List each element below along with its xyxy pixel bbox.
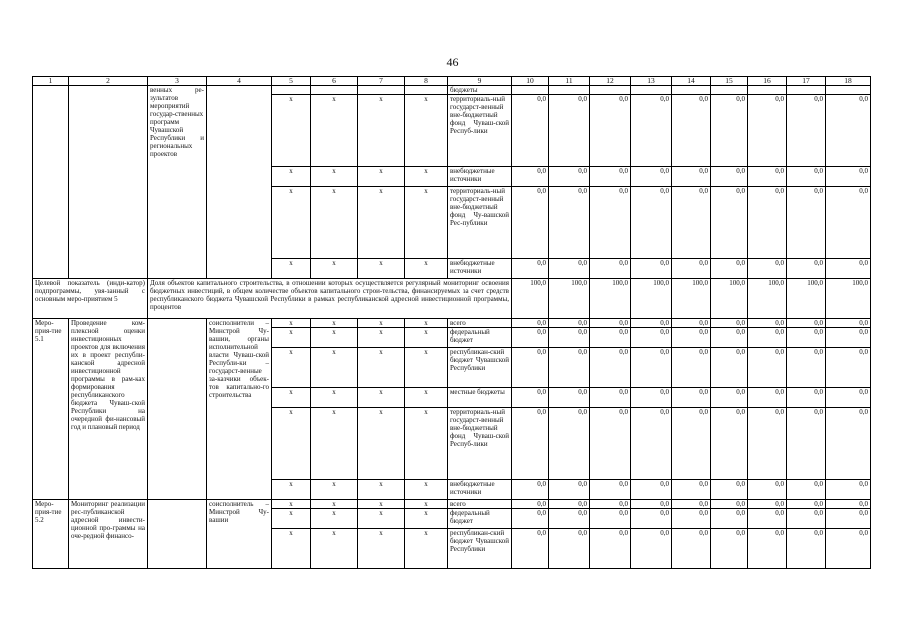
value-cell: 100,0 [631, 279, 672, 319]
value-cell: 100,0 [549, 279, 590, 319]
value-cell: 0,0 [711, 388, 748, 408]
column-header: 11 [549, 77, 590, 86]
x-mark: x [311, 480, 358, 500]
value-cell: 0,0 [711, 408, 748, 480]
x-mark: x [358, 529, 405, 569]
value-cell: 0,0 [826, 388, 871, 408]
value-cell: 0,0 [672, 388, 711, 408]
x-mark: x [311, 319, 358, 328]
value-cell: 0,0 [826, 529, 871, 569]
table-row [33, 319, 871, 328]
page-number: 46 [446, 55, 459, 69]
value-cell: 0,0 [590, 500, 631, 509]
x-mark: x [358, 509, 405, 529]
blank-cell [549, 86, 590, 95]
value-cell: 0,0 [748, 319, 787, 328]
value-cell: 0,0 [826, 408, 871, 480]
value-cell: 0,0 [512, 167, 549, 187]
x-mark: x [272, 328, 311, 348]
value-cell: 0,0 [672, 259, 711, 279]
x-mark: x [311, 348, 358, 388]
event-executors: соисполнители – Минстрой Чу-вашии, органы исполнительной власти Чуваш-ской Республи-ки – государст-венные за-казчики объек-тов капитально-го строительства [207, 319, 272, 500]
value-cell: 0,0 [549, 408, 590, 480]
value-cell: 0,0 [590, 529, 631, 569]
value-cell: 0,0 [590, 348, 631, 388]
value-cell: 0,0 [787, 408, 826, 480]
x-mark: x [311, 529, 358, 569]
value-cell: 0,0 [512, 529, 549, 569]
x-mark: x [405, 480, 448, 500]
funding-source: внебюджетные источники [448, 480, 512, 500]
value-cell: 0,0 [590, 95, 631, 167]
value-cell: 0,0 [631, 408, 672, 480]
measure-description: венных ре-зультатов мероприятий государ-ственных программ Чувашской Республики и региональных проектов [148, 86, 207, 279]
value-cell: 0,0 [549, 167, 590, 187]
value-cell: 0,0 [512, 328, 549, 348]
blank-cell [590, 86, 631, 95]
value-cell: 0,0 [787, 500, 826, 509]
value-cell: 0,0 [711, 509, 748, 529]
value-cell: 0,0 [672, 187, 711, 259]
funding-source: республикан-ский бюджет Чувашской Республики [448, 529, 512, 569]
value-cell: 0,0 [787, 388, 826, 408]
value-cell: 0,0 [549, 480, 590, 500]
value-cell: 0,0 [787, 95, 826, 167]
value-cell: 100,0 [590, 279, 631, 319]
value-cell: 0,0 [711, 529, 748, 569]
blank-cell [826, 86, 871, 95]
value-cell: 0,0 [787, 319, 826, 328]
x-mark: x [272, 259, 311, 279]
value-cell: 0,0 [672, 529, 711, 569]
blank-cell [33, 86, 69, 279]
x-mark: x [272, 187, 311, 259]
x-mark: x [405, 529, 448, 569]
value-cell: 0,0 [711, 167, 748, 187]
x-mark: x [272, 319, 311, 328]
blank-cell [148, 500, 207, 569]
value-cell: 0,0 [512, 319, 549, 328]
value-cell: 0,0 [787, 348, 826, 388]
x-mark: x [405, 95, 448, 167]
x-mark: x [358, 388, 405, 408]
value-cell: 0,0 [748, 328, 787, 348]
x-mark: x [405, 500, 448, 509]
value-cell: 0,0 [787, 509, 826, 529]
blank-cell [512, 86, 549, 95]
x-mark: x [358, 480, 405, 500]
value-cell: 0,0 [787, 328, 826, 348]
value-cell: 0,0 [512, 187, 549, 259]
funding-source: территориаль-ный государст-венный вне-бюджетный фонд Чуваш-ской Респуб-лики [448, 95, 512, 167]
value-cell: 0,0 [672, 480, 711, 500]
blank-cell [631, 86, 672, 95]
column-header: 9 [448, 77, 512, 86]
x-mark: x [311, 167, 358, 187]
value-cell: 0,0 [512, 388, 549, 408]
funding-source: бюджеты [448, 86, 512, 95]
x-mark: x [405, 167, 448, 187]
x-mark: x [405, 328, 448, 348]
value-cell: 0,0 [549, 328, 590, 348]
value-cell: 0,0 [631, 95, 672, 167]
value-cell: 0,0 [590, 509, 631, 529]
value-cell: 0,0 [672, 167, 711, 187]
value-cell: 0,0 [512, 509, 549, 529]
value-cell: 0,0 [711, 348, 748, 388]
x-mark: x [311, 408, 358, 480]
column-header: 14 [672, 77, 711, 86]
table-row [33, 500, 871, 509]
value-cell: 0,0 [590, 388, 631, 408]
event-executors: соисполнитель – Минстрой Чу-вашии [207, 500, 272, 569]
funding-source: федеральный бюджет [448, 328, 512, 348]
value-cell: 0,0 [826, 319, 871, 328]
value-cell: 0,0 [512, 408, 549, 480]
column-header: 17 [787, 77, 826, 86]
x-mark: x [405, 348, 448, 388]
value-cell: 0,0 [631, 259, 672, 279]
x-mark: x [272, 388, 311, 408]
value-cell: 0,0 [512, 480, 549, 500]
table-row [33, 279, 871, 319]
value-cell: 0,0 [590, 187, 631, 259]
value-cell: 0,0 [549, 509, 590, 529]
value-cell: 0,0 [631, 480, 672, 500]
x-mark: x [272, 500, 311, 509]
x-mark: x [272, 348, 311, 388]
blank-cell [711, 86, 748, 95]
blank-cell [272, 86, 311, 95]
blank-cell [405, 86, 448, 95]
value-cell: 0,0 [590, 328, 631, 348]
x-mark: x [405, 187, 448, 259]
value-cell: 0,0 [631, 500, 672, 509]
value-cell: 0,0 [672, 95, 711, 167]
value-cell: 0,0 [748, 348, 787, 388]
value-cell: 0,0 [672, 509, 711, 529]
funding-source: территориаль-ный государст-венный вне-бюджетный фонд Чу-вашской Рес-публики [448, 187, 512, 259]
column-header: 10 [512, 77, 549, 86]
x-mark: x [311, 388, 358, 408]
value-cell: 0,0 [631, 529, 672, 569]
value-cell: 100,0 [512, 279, 549, 319]
value-cell: 0,0 [826, 480, 871, 500]
x-mark: x [358, 328, 405, 348]
blank-cell [787, 86, 826, 95]
x-mark: x [358, 167, 405, 187]
budget-table [32, 76, 871, 569]
value-cell: 100,0 [787, 279, 826, 319]
x-mark: x [272, 95, 311, 167]
column-header: 13 [631, 77, 672, 86]
value-cell: 0,0 [787, 259, 826, 279]
value-cell: 0,0 [512, 95, 549, 167]
x-mark: x [405, 388, 448, 408]
value-cell: 0,0 [748, 187, 787, 259]
x-mark: x [272, 480, 311, 500]
value-cell: 0,0 [748, 500, 787, 509]
value-cell: 0,0 [748, 509, 787, 529]
value-cell: 0,0 [748, 259, 787, 279]
value-cell: 0,0 [590, 408, 631, 480]
value-cell: 0,0 [549, 348, 590, 388]
value-cell: 0,0 [711, 259, 748, 279]
value-cell: 0,0 [787, 187, 826, 259]
column-header: 6 [311, 77, 358, 86]
funding-source: внебюджетные источники [448, 167, 512, 187]
value-cell: 0,0 [549, 388, 590, 408]
value-cell: 0,0 [826, 509, 871, 529]
value-cell: 0,0 [631, 348, 672, 388]
blank-cell [207, 86, 272, 279]
blank-cell [311, 86, 358, 95]
value-cell: 0,0 [631, 388, 672, 408]
table-row [33, 86, 871, 95]
value-cell: 0,0 [512, 259, 549, 279]
x-mark: x [405, 408, 448, 480]
value-cell: 0,0 [826, 167, 871, 187]
x-mark: x [311, 95, 358, 167]
value-cell: 0,0 [711, 328, 748, 348]
x-mark: x [405, 509, 448, 529]
indicator-label: Целевой показатель (инди-катор) подпрограммы, увя-занный с основным меро-приятием 5 [33, 279, 148, 319]
value-cell: 0,0 [672, 328, 711, 348]
value-cell: 0,0 [549, 529, 590, 569]
x-mark: x [272, 509, 311, 529]
event-name: Проведение ком-плексной оценки инвестиционных проектов для включения их в проект республи-канской адресной инвестиционной программы в рам-ках формирования республиканского бюджета Чуваш-ской Республики на очередной фи-нансовый год и плановый период [69, 319, 148, 500]
x-mark: x [358, 500, 405, 509]
value-cell: 0,0 [549, 259, 590, 279]
column-header: 7 [358, 77, 405, 86]
column-header: 2 [69, 77, 148, 86]
value-cell: 0,0 [672, 319, 711, 328]
x-mark: x [405, 319, 448, 328]
value-cell: 0,0 [748, 388, 787, 408]
value-cell: 0,0 [590, 167, 631, 187]
x-mark: x [311, 328, 358, 348]
indicator-text: Доля объектов капитального строительства, в отношении которых осуществляется регулярный мониторинг освоения бюджетных инвестиций, в общем количестве объектов капитального строи-тельства, финансируемых за счет средств республиканского бюджета Чувашской Республики в рамках республиканской адресной инвестиционной программы, процентов [148, 279, 512, 319]
x-mark: x [405, 259, 448, 279]
x-mark: x [311, 187, 358, 259]
x-mark: x [358, 187, 405, 259]
column-header: 3 [148, 77, 207, 86]
x-mark: x [272, 408, 311, 480]
value-cell: 0,0 [787, 529, 826, 569]
funding-source: федеральный бюджет [448, 509, 512, 529]
value-cell: 0,0 [748, 408, 787, 480]
x-mark: x [272, 167, 311, 187]
event-name: Мониторинг реализации рес-публиканской адресной инвести-ционной про-граммы на оче-редной финансо- [69, 500, 148, 569]
header-row [33, 77, 871, 86]
value-cell: 0,0 [748, 95, 787, 167]
value-cell: 0,0 [826, 328, 871, 348]
x-mark: x [311, 259, 358, 279]
column-header: 1 [33, 77, 69, 86]
value-cell: 0,0 [711, 480, 748, 500]
value-cell: 100,0 [826, 279, 871, 319]
funding-source: всего [448, 319, 512, 328]
value-cell: 0,0 [631, 167, 672, 187]
value-cell: 0,0 [711, 319, 748, 328]
value-cell: 0,0 [826, 348, 871, 388]
blank-cell [672, 86, 711, 95]
value-cell: 0,0 [672, 408, 711, 480]
column-header: 12 [590, 77, 631, 86]
value-cell: 100,0 [672, 279, 711, 319]
event-label: Меро-прия-тие 5.2 [33, 500, 69, 569]
funding-source: всего [448, 500, 512, 509]
value-cell: 0,0 [711, 500, 748, 509]
x-mark: x [358, 408, 405, 480]
value-cell: 0,0 [512, 348, 549, 388]
x-mark: x [358, 319, 405, 328]
value-cell: 0,0 [672, 348, 711, 388]
blank-cell [748, 86, 787, 95]
value-cell: 0,0 [748, 480, 787, 500]
funding-source: территориаль-ный государст-венный вне-бюджетный фонд Чуваш-ской Респуб-лики [448, 408, 512, 480]
x-mark: x [358, 348, 405, 388]
value-cell: 0,0 [549, 319, 590, 328]
x-mark: x [272, 529, 311, 569]
value-cell: 0,0 [590, 319, 631, 328]
column-header: 15 [711, 77, 748, 86]
funding-source: республикан-ский бюджет Чувашской Республики [448, 348, 512, 388]
value-cell: 0,0 [672, 500, 711, 509]
blank-cell [69, 86, 148, 279]
column-header: 8 [405, 77, 448, 86]
value-cell: 0,0 [748, 167, 787, 187]
value-cell: 0,0 [787, 480, 826, 500]
value-cell: 0,0 [549, 500, 590, 509]
funding-source: внебюджетные источники [448, 259, 512, 279]
event-label: Меро-прия-тие 5.1 [33, 319, 69, 500]
value-cell: 0,0 [631, 319, 672, 328]
x-mark: x [311, 500, 358, 509]
value-cell: 0,0 [631, 328, 672, 348]
funding-source: местные бюджеты [448, 388, 512, 408]
value-cell: 0,0 [826, 95, 871, 167]
value-cell: 0,0 [826, 500, 871, 509]
column-header: 5 [272, 77, 311, 86]
value-cell: 0,0 [826, 259, 871, 279]
blank-cell [148, 319, 207, 500]
value-cell: 100,0 [748, 279, 787, 319]
value-cell: 0,0 [631, 509, 672, 529]
column-header: 16 [748, 77, 787, 86]
value-cell: 0,0 [549, 95, 590, 167]
column-header: 4 [207, 77, 272, 86]
blank-cell [358, 86, 405, 95]
x-mark: x [311, 509, 358, 529]
value-cell: 0,0 [711, 95, 748, 167]
value-cell: 0,0 [711, 187, 748, 259]
value-cell: 100,0 [711, 279, 748, 319]
value-cell: 0,0 [590, 259, 631, 279]
column-header: 18 [826, 77, 871, 86]
value-cell: 0,0 [748, 529, 787, 569]
value-cell: 0,0 [512, 500, 549, 509]
value-cell: 0,0 [631, 187, 672, 259]
value-cell: 0,0 [826, 187, 871, 259]
value-cell: 0,0 [549, 187, 590, 259]
value-cell: 0,0 [590, 480, 631, 500]
x-mark: x [358, 95, 405, 167]
x-mark: x [358, 259, 405, 279]
value-cell: 0,0 [787, 167, 826, 187]
